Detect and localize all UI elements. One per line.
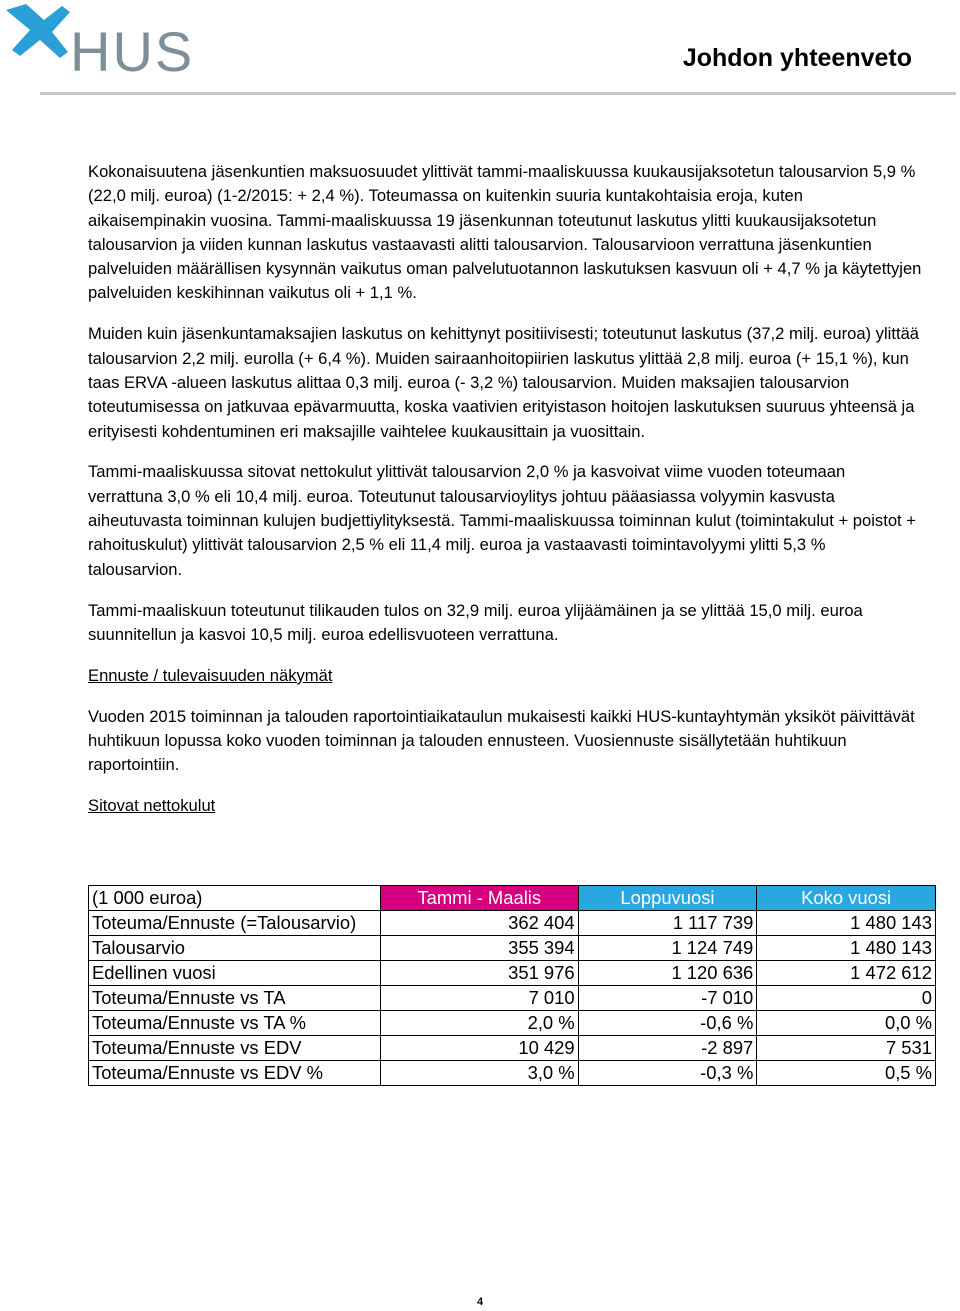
page-number: 4 [476,1296,484,1308]
row-label: Toteuma/Ennuste vs EDV [89,1036,381,1061]
cell-value: 0 [757,986,936,1011]
page-title: Johdon yhteenveto [682,44,912,72]
table-row [89,1011,936,1036]
cell-value: 0,5 % [757,1061,936,1086]
document-body [88,160,923,835]
cell-value: 355 394 [380,936,578,961]
section-heading-forecast: Ennuste / tulevaisuuden näkymät [88,665,333,685]
cell-value: -2 897 [578,1036,757,1061]
row-label: Toteuma/Ennuste vs TA [89,986,381,1011]
cell-value: 1 120 636 [578,961,757,986]
cell-value: 351 976 [380,961,578,986]
page-header [0,0,960,100]
cell-value: 3,0 % [380,1061,578,1086]
cell-value: 0,0 % [757,1011,936,1036]
table-row [89,1036,936,1061]
paragraph-forecast: Vuoden 2015 toiminnan ja talouden raportointiaikataulun mukaisesti kaikki HUS-kuntayhtymän yksiköt päivittävät huhtikuun lopussa koko vuoden toiminnan ja talouden ennusteen. Vuosiennuste sisällytetään huhtikuun raportointiin. [88,706,915,775]
table-row [89,936,936,961]
cell-value: -0,6 % [578,1011,757,1036]
cell-value: 1 117 739 [578,911,757,936]
cell-value: -7 010 [578,986,757,1011]
row-label: Toteuma/Ennuste vs EDV % [89,1061,381,1086]
column-header-q1: Tammi - Maalis [380,886,578,911]
cell-value: -0,3 % [578,1061,757,1086]
section-heading-net-costs: Sitovat nettokulut [88,796,216,816]
table-row [89,1061,936,1086]
cell-value: 7 010 [380,986,578,1011]
cell-value: 362 404 [380,911,578,936]
row-label: Toteuma/Ennuste vs TA % [89,1011,381,1036]
column-header-rest-of-year: Loppuvuosi [578,886,757,911]
header-divider [40,92,956,95]
paragraph-net-costs: Tammi-maaliskuussa sitovat nettokulut ylittivät talousarvion 2,0 % ja kasvoivat viime vuoden toteumaan verrattuna 3,0 % eli 10,4 milj. euroa. Toteutunut talousarvioylitys johtuu pääasiassa volyymin kasvusta aiheutuvasta toiminnan kulujen budjettiylityksestä. Tammi-maaliskuussa toiminnan kulut (toimintakulut + poistot + rahoituskulut) ylittivät talousarvion 2,5 % eli 11,4 milj. euroa ja vastaavasti toimintavolyymi ylitti 5,3 % talousarvion. [88,462,916,579]
cell-value: 7 531 [757,1036,936,1061]
net-costs-table [88,885,936,1086]
cell-value: 10 429 [380,1036,578,1061]
cell-value: 2,0 % [380,1011,578,1036]
row-label: Toteuma/Ennuste (=Talousarvio) [89,911,381,936]
cell-value: 1 480 143 [757,936,936,961]
paragraph-result: Tammi-maaliskuun toteutunut tilikauden tulos on 32,9 milj. euroa ylijäämäinen ja se ylittää 15,0 milj. euroa suunnitellun ja kasvoi 10,5 milj. euroa edellisvuoteen verrattuna. [88,600,863,644]
cell-value: 1 480 143 [757,911,936,936]
row-label: Edellinen vuosi [89,961,381,986]
table-row [89,911,936,936]
logo-text: HUS [70,20,195,83]
table-unit-label: (1 000 euroa) [89,886,381,911]
table-row [89,961,936,986]
cell-value: 1 472 612 [757,961,936,986]
table-header-row [89,886,936,911]
table-row [89,986,936,1011]
column-header-full-year: Koko vuosi [757,886,936,911]
paragraph-other-payers: Muiden kuin jäsenkuntamaksajien laskutus on kehittynyt positiivisesti; toteutunut laskutus (37,2 milj. euroa) ylittää talousarvion 2,2 milj. eurolla (+ 6,4 %). Muiden sairaanhoitopiirien laskutus ylittää 2,8 milj. euroa (+ 15,1 %), kun taas ERVA -alueen laskutus alittaa 0,3 milj. euroa (- 3,2 %) talousarvion. Muiden maksajien talousarvion toteutumisessa on jatkuvaa epävarmuutta, koska vaativien erityistason hoitojen laskutuksen suuruus yhteensä ja erityisesti kohdentuminen eri maksajille vaihtelee kuukausittain ja vuosittain. [88,324,920,441]
row-label: Talousarvio [89,936,381,961]
hus-logo [4,2,195,83]
cell-value: 1 124 749 [578,936,757,961]
paragraph-member-payments: Kokonaisuutena jäsenkuntien maksuosuudet ylittivät tammi-maaliskuussa kuukausijaksotetun talousarvion 5,9 % (22,0 milj. euroa) (1-2/2015: + 2,4 %). Toteumassa on kuitenkin suuria kuntakohtaisia eroja, kuten aikaisempinakin vuosina. Tammi-maaliskuussa 19 jäsenkunnan toteutunut laskutus ylitti kuukausijaksotetun talousarvion ja viiden kunnan laskutus vastaavasti alitti talousarvion. Talousarvioon verrattuna jäsenkuntien palveluiden määrällisen kysynnän vaikutus oman palvelutuotannon laskutuksen kasvuun oli + 4,7 % ja käytettyjen palveluiden keskihinnan vaikutus oli + 1,1 %. [88,162,922,303]
